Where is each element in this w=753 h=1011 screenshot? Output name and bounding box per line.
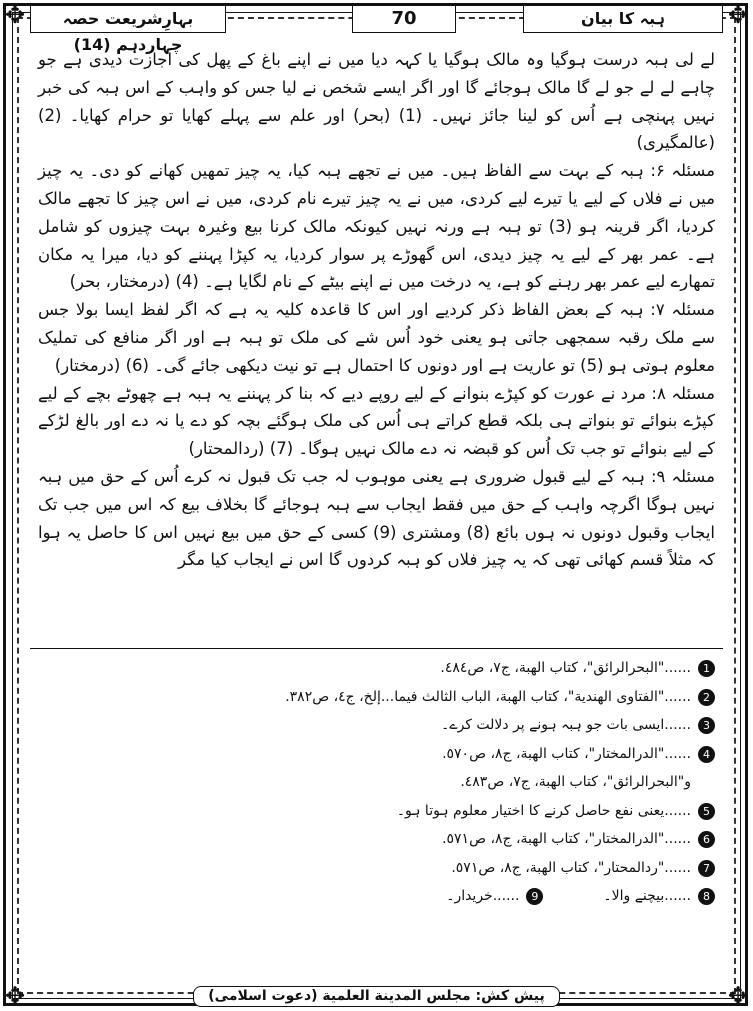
footnote-number: 7 — [698, 860, 715, 877]
footnote-text: ......خریدار۔ — [446, 888, 520, 904]
paragraph: مسئلہ ۶: ہبہ کے بہت سے الفاظ ہیں۔ میں نے تجھے ہبہ کیا، یہ چیز تمھیں کھانے کو دی۔ یہ چیز میں نے فلاں کے لیے یا تیرے لیے کردی، میں نے یہ چیز تیرے نام کردی، میں نے اس چیز کا تجھے مالک کردیا، اگر قرینہ ہو (3) تو ہبہ ہے ورنہ نہیں کیونکہ مالک کرنا بیع وغیرہ بہت چیزوں کو شامل ہے۔ عمر بھر کے لیے یہ چیز دیدی، اس گھوڑے پر سوار کردیا، یہ کپڑا پہننے کو دیا، میرا یہ مکان تمھارے لیے عمر بھر رہنے کو ہے، یہ درخت میں نے اپنے بیٹے کے نام لگایا ہے۔ (4) (درمختار، بحر) — [38, 161, 715, 292]
footnote-number: 3 — [698, 717, 715, 734]
footnote — [38, 711, 715, 740]
paragraph: مسئلہ ۹: ہبہ کے لیے قبول ضروری ہے یعنی موہوب لہ جب تک قبول نہ کرے اُس کے حق میں ہبہ نہیں ہوگا اگرچہ واہب کے حق میں فقط ایجاب سے ہبہ ہوجائے گا بخلاف بیع کہ اس میں جب تک ایجاب وقبول دونوں نہ ہوں بائع (8) ومشتری (9) کسی کے حق میں بیع نہیں اس کا حاصل یہ ہوا کہ مثلاً قسم کھائی تھی کہ یہ چیز فلاں کو ہبہ کردوں گا اس نے ایجاب کیا مگر — [38, 466, 715, 570]
footnote — [38, 854, 715, 883]
footnote-number: 2 — [698, 689, 715, 706]
footnote-text: ......"الدرالمختار"، کتاب الھبة، ج٨، ص٥٧١. — [442, 831, 691, 847]
footnote-text: ......بیچنے والا۔ — [603, 888, 691, 904]
footnote — [38, 740, 715, 769]
corner-ornament-icon: ✥ — [4, 982, 26, 1010]
page-number: 70 — [352, 5, 456, 33]
footnote-text: ......"البحرالرائق"، کتاب الھبة، ج٧، ص٤٨٤. — [440, 660, 691, 676]
footnote-number: 5 — [698, 803, 715, 820]
footnote-separator — [30, 648, 723, 649]
footnote-number: 4 — [698, 746, 715, 763]
footnote-number: 1 — [698, 660, 715, 677]
book-title: بہارِشریعت حصہ چہاردہم (14) — [30, 5, 226, 33]
footnote-number: 9 — [526, 888, 543, 905]
paragraph: مسئلہ ۸: مرد نے عورت کو کپڑے بنوانے کے لیے روپے دیے کہ بنا کر پہننے یہ ہبہ ہے چھوٹے بچے کے لیے کپڑے بنوائے تو بنواتے ہی بلکہ قطع کراتے ہی اُس کی ملک ہوگئے بچہ کو دے یا نہ دے اور بالغ لڑکے کے لیے بنوائے تو جب تک اُس کو قبضہ نہ دے مالک نہیں ہوگا۔ (7) (ردالمحتار) — [38, 383, 715, 459]
chapter-title: ہبہ کا بیان — [523, 5, 723, 33]
footnotes — [38, 654, 715, 911]
corner-ornament-icon: ✥ — [727, 1, 749, 29]
page-footer — [30, 985, 723, 1007]
footnote — [38, 654, 715, 683]
footnote — [38, 683, 715, 712]
footnote — [446, 882, 543, 911]
paragraph: مسئلہ ۷: ہبہ کے بعض الفاظ ذکر کردیے اور اس کا قاعدہ کلیہ یہ ہے کہ اگر لفظ ایسا بولا جس سے ملک رقبہ سمجھی جاتی ہو یعنی خود اُس شے کی ملک تو ہبہ ہے اور اگر منافع کی تملیک معلوم ہوتی ہو (5) تو عاریت ہے اور دونوں کا احتمال ہے تو نیت دیکھی جائے گی۔ (6) (درمختار) — [38, 300, 715, 375]
footnote-text: ......یعنی نفع حاصل کرنے کا اختیار معلوم ہوتا ہو۔ — [396, 802, 691, 819]
corner-ornament-icon: ✥ — [727, 982, 749, 1010]
footnote — [603, 882, 715, 911]
publisher-credit: پیش کش: مجلس المدینة العلمیة (دعوت اسلامی) — [193, 986, 559, 1007]
footnote-text: ......"ردالمحتار"، کتاب الھبة، ج٨، ص٥٧١. — [451, 859, 691, 876]
footnote-continuation — [38, 768, 715, 797]
footnote-row — [38, 882, 715, 911]
footnote-number: 6 — [698, 831, 715, 848]
footnote-text: ......"الدرالمختار"، کتاب الھبة، ج٨، ص٥٧٠. — [442, 745, 691, 762]
main-text — [38, 46, 715, 606]
footnote — [38, 825, 715, 854]
footnote-text: ......ایسی بات جو ہبہ ہونے پر دلالت کرے۔ — [441, 717, 691, 733]
footnote-text: ......"الفتاوی الھندیة"، کتاب الھبة، الباب الثالث فیما...إلخ، ج٤، ص٣٨٢. — [285, 688, 691, 705]
paragraph: لے لی ہبہ درست ہوگیا وہ مالک ہوگیا یا کہہ دیا میں نے اپنے باغ کے پھل کی اجازت دیدی ہے جو چاہے لے لے جو لے گا مالک ہوجائے گا اور اگر ایسے شخص نے لیا جس کو واہب کے اس ہبہ کی خبر نہیں پہنچی ہے اُس کو لینا جائز نہیں۔ (1) (بحر) اور علم سے پہلے کھایا تو حرام کھایا۔ (2) (عالمگیری) — [38, 50, 716, 153]
footnote — [38, 797, 715, 826]
footnote-number: 8 — [698, 888, 715, 905]
corner-ornament-icon: ✥ — [4, 1, 26, 29]
page-header — [30, 5, 723, 54]
footnote-text: و"البحرالرائق"، کتاب الھبة، ج٧، ص٤٨٣. — [460, 774, 691, 790]
